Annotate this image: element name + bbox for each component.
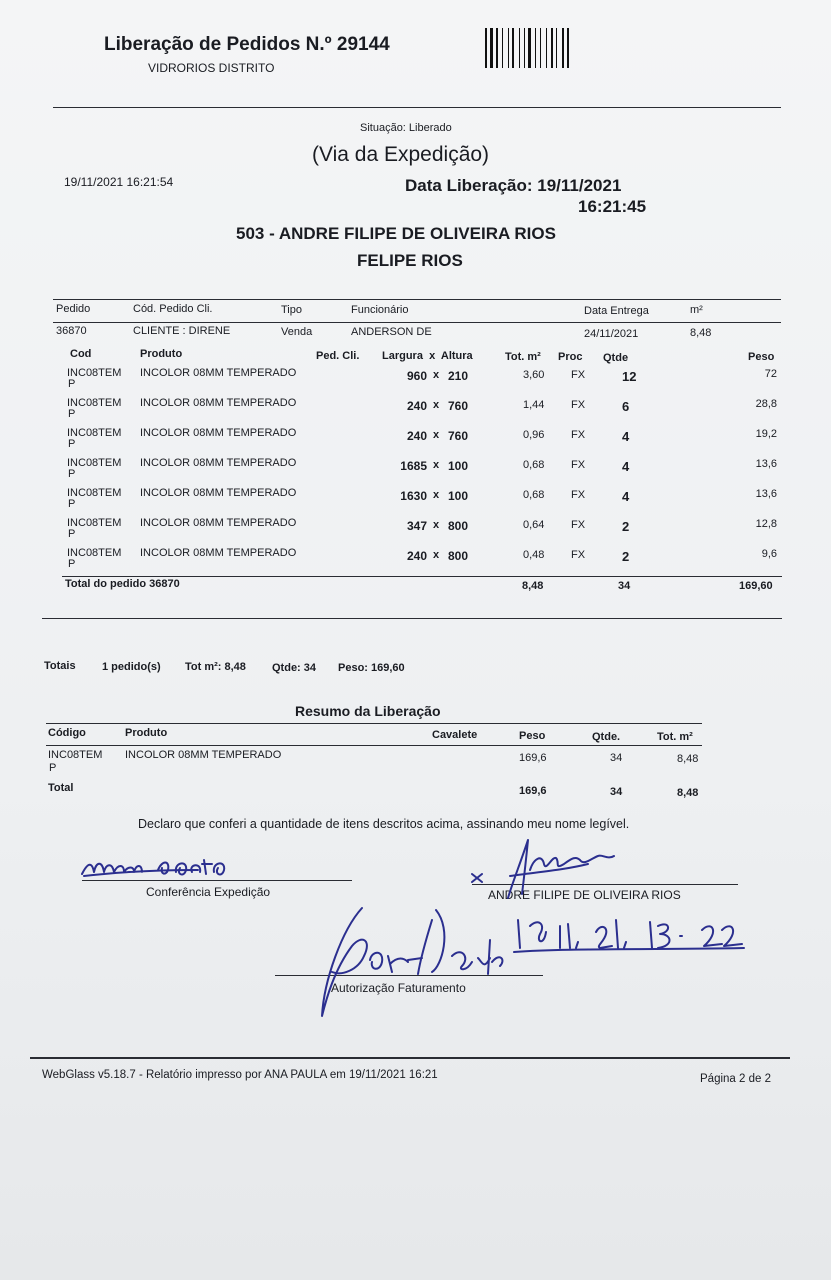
signature-label-left: Conferência Expedição xyxy=(146,885,271,899)
barcode-bar xyxy=(496,28,498,68)
resumo-col-peso: Peso xyxy=(519,730,546,742)
item-largura: 1685 xyxy=(400,459,427,473)
order-total-m2: 8,48 xyxy=(522,580,544,592)
items-col-qtde: Qtde xyxy=(603,352,629,364)
resumo-total-qtde: 34 xyxy=(610,786,623,798)
item-largura: 240 xyxy=(406,429,427,443)
barcode-bar xyxy=(562,28,564,68)
item-largura: 240 xyxy=(406,549,427,563)
footer-page-number: Página 2 de 2 xyxy=(700,1073,771,1085)
resumo-row-peso: 169,6 xyxy=(519,752,547,764)
barcode-bar xyxy=(546,28,547,68)
footer-rule xyxy=(30,1057,790,1059)
handwritten-signature-bottom xyxy=(312,900,512,1020)
resumo-total-label: Total xyxy=(48,782,74,794)
barcode-bar xyxy=(535,28,536,68)
item-proc: FX xyxy=(571,459,586,471)
item-cod-suffix: P xyxy=(68,498,76,510)
resumo-col-tot-m2: Tot. m² xyxy=(657,731,693,743)
resumo-row-tot-m2: 8,48 xyxy=(677,753,699,765)
item-qtde: 6 xyxy=(622,399,630,414)
barcode-bar xyxy=(540,28,541,68)
item-largura: 960 xyxy=(406,369,427,383)
item-peso: 28,8 xyxy=(755,398,777,410)
order-funcionario: ANDERSON DE xyxy=(351,326,432,338)
col-m2: m² xyxy=(690,304,703,316)
order-pedido: 36870 xyxy=(56,325,87,337)
item-altura: 760 xyxy=(448,429,469,443)
item-cod-suffix: P xyxy=(68,468,76,480)
item-produto: INCOLOR 08MM TEMPERADO xyxy=(140,487,297,499)
item-tot-m2: 0,68 xyxy=(523,489,545,501)
liberation-time: 16:21:45 xyxy=(578,197,647,216)
resumo-top-rule xyxy=(46,723,702,724)
item-tot-m2: 0,48 xyxy=(523,549,545,561)
item-cod: INC08TEM xyxy=(67,367,122,379)
item-altura: 760 xyxy=(448,399,469,413)
resumo-col-cavalete: Cavalete xyxy=(432,729,478,741)
item-qtde: 2 xyxy=(622,549,630,564)
item-qtde: 4 xyxy=(622,489,630,504)
liberation-date: Data Liberação: 19/11/2021 xyxy=(405,176,622,195)
item-proc: FX xyxy=(571,489,586,501)
totals-label: Totais xyxy=(44,660,76,672)
item-altura: 800 xyxy=(448,549,469,563)
item-produto: INCOLOR 08MM TEMPERADO xyxy=(140,427,297,439)
resumo-col-qtde: Qtde. xyxy=(592,731,621,743)
barcode-bar xyxy=(508,28,509,68)
items-col-tot-m2: Tot. m² xyxy=(505,351,541,363)
items-col-largura-altura: Largura x Altura xyxy=(382,350,473,362)
item-produto: INCOLOR 08MM TEMPERADO xyxy=(140,517,297,529)
item-cod-suffix: P xyxy=(68,528,76,540)
item-tot-m2: 0,96 xyxy=(523,429,545,441)
item-qtde: 12 xyxy=(622,369,637,384)
item-x: x xyxy=(433,399,440,411)
item-tot-m2: 3,60 xyxy=(523,369,545,381)
order-total-rule xyxy=(62,576,782,577)
items-col-ped-cli: Ped. Cli. xyxy=(316,350,360,362)
document-title: Liberação de Pedidos N.º 29144 xyxy=(104,34,390,55)
resumo-col-produto: Produto xyxy=(125,727,168,739)
item-altura: 100 xyxy=(448,489,469,503)
item-peso: 13,6 xyxy=(755,488,777,500)
resumo-header-rule xyxy=(46,745,702,746)
declaration-text: Declaro que conferi a quantidade de itens descritos acima, assinando meu nome legível. xyxy=(138,817,630,831)
barcode-bar xyxy=(524,28,525,68)
resumo-row-qtde: 34 xyxy=(610,752,623,764)
item-proc: FX xyxy=(571,369,586,381)
item-x: x xyxy=(433,489,440,501)
handwritten-date xyxy=(508,912,748,956)
barcode-bar xyxy=(512,28,514,68)
barcode-bar xyxy=(502,28,503,68)
resumo-total-tot-m2: 8,48 xyxy=(677,787,699,799)
order-bottom-rule xyxy=(42,618,782,619)
resumo-row-produto: INCOLOR 08MM TEMPERADO xyxy=(125,749,282,761)
item-cod-suffix: P xyxy=(68,558,76,570)
item-x: x xyxy=(433,429,440,441)
print-datetime: 19/11/2021 16:21:54 xyxy=(64,175,174,189)
col-data-entrega: Data Entrega xyxy=(584,305,649,317)
item-peso: 13,6 xyxy=(755,458,777,470)
order-total-peso: 169,60 xyxy=(739,580,773,592)
header-divider xyxy=(53,107,781,108)
item-qtde: 4 xyxy=(622,459,630,474)
item-tot-m2: 1,44 xyxy=(523,399,545,411)
status-text: Situação: Liberado xyxy=(360,122,452,134)
item-qtde: 4 xyxy=(622,429,630,444)
order-total-qtde: 34 xyxy=(618,580,631,592)
resumo-title: Resumo da Liberação xyxy=(295,703,441,719)
order-header-rule xyxy=(53,322,781,323)
item-cod-suffix: P xyxy=(68,408,76,420)
col-tipo: Tipo xyxy=(281,304,302,316)
order-top-rule xyxy=(53,299,781,300)
barcode xyxy=(485,28,611,68)
item-cod: INC08TEM xyxy=(67,547,122,559)
barcode-bar xyxy=(528,28,531,68)
barcode-bar xyxy=(485,28,487,68)
item-altura: 210 xyxy=(448,369,469,383)
col-pedido: Pedido xyxy=(56,303,91,315)
item-peso: 19,2 xyxy=(755,428,777,440)
item-cod-suffix: P xyxy=(68,438,76,450)
item-largura: 1630 xyxy=(400,489,427,503)
client-nickname: FELIPE RIOS xyxy=(357,251,463,270)
totals-m2: Tot m²: 8,48 xyxy=(185,661,246,673)
item-tot-m2: 0,64 xyxy=(523,519,545,531)
item-produto: INCOLOR 08MM TEMPERADO xyxy=(140,547,297,559)
handwritten-signature-left xyxy=(78,850,298,886)
totals-qtde: Qtde: 34 xyxy=(272,662,317,674)
totals-peso: Peso: 169,60 xyxy=(338,662,405,674)
item-cod-suffix: P xyxy=(68,378,76,390)
item-proc: FX xyxy=(571,549,586,561)
barcode-bar xyxy=(490,28,493,68)
items-col-cod: Cod xyxy=(70,348,92,360)
handwritten-signature-right xyxy=(468,834,638,906)
col-cod-pedido-cli: Cód. Pedido Cli. xyxy=(133,303,213,315)
footer-printed-by: WebGlass v5.18.7 - Relatório impresso por ANA PAULA em 19/11/2021 16:21 xyxy=(42,1069,438,1081)
barcode-bar xyxy=(519,28,520,68)
item-tot-m2: 0,68 xyxy=(523,459,545,471)
items-col-produto: Produto xyxy=(140,348,183,360)
item-x: x xyxy=(433,369,440,381)
item-produto: INCOLOR 08MM TEMPERADO xyxy=(140,397,297,409)
item-produto: INCOLOR 08MM TEMPERADO xyxy=(140,367,297,379)
totals-pedidos: 1 pedido(s) xyxy=(102,661,161,673)
item-largura: 240 xyxy=(406,399,427,413)
resumo-total-peso: 169,6 xyxy=(519,785,547,797)
item-altura: 800 xyxy=(448,519,469,533)
item-peso: 9,6 xyxy=(761,548,777,560)
via-label: (Via da Expedição) xyxy=(312,143,490,166)
item-largura: 347 xyxy=(406,519,427,533)
item-cod: INC08TEM xyxy=(67,457,122,469)
barcode-bar xyxy=(556,28,557,68)
order-cod-pedido-cli: CLIENTE : DIRENE xyxy=(133,325,231,337)
resumo-row-cod-suffix: P xyxy=(49,762,57,774)
item-x: x xyxy=(433,519,440,531)
order-total-label: Total do pedido 36870 xyxy=(65,578,180,590)
item-proc: FX xyxy=(571,399,586,411)
order-data-entrega: 24/11/2021 xyxy=(584,328,639,340)
order-m2: 8,48 xyxy=(690,327,712,339)
col-funcionario: Funcionário xyxy=(351,304,409,316)
item-qtde: 2 xyxy=(622,519,630,534)
item-altura: 100 xyxy=(448,459,469,473)
item-peso: 72 xyxy=(764,368,777,380)
signature-label-right: ANDRE FILIPE DE OLIVEIRA RIOS xyxy=(488,888,681,902)
resumo-row-cod: INC08TEM xyxy=(48,749,103,761)
item-proc: FX xyxy=(571,519,586,531)
item-cod: INC08TEM xyxy=(67,427,122,439)
item-x: x xyxy=(433,549,440,561)
items-col-peso: Peso xyxy=(748,351,775,363)
company-name: VIDRORIOS DISTRITO xyxy=(148,61,275,75)
item-cod: INC08TEM xyxy=(67,397,122,409)
item-cod: INC08TEM xyxy=(67,487,122,499)
item-peso: 12,8 xyxy=(755,518,777,530)
item-produto: INCOLOR 08MM TEMPERADO xyxy=(140,457,297,469)
item-x: x xyxy=(433,459,440,471)
barcode-bar xyxy=(551,28,553,68)
item-cod: INC08TEM xyxy=(67,517,122,529)
items-col-proc: Proc xyxy=(558,351,583,363)
item-proc: FX xyxy=(571,429,586,441)
signature-label-bottom: Autorização Faturamento xyxy=(331,981,466,995)
barcode-bar xyxy=(567,28,569,68)
resumo-col-codigo: Código xyxy=(48,727,86,739)
order-tipo: Venda xyxy=(281,326,313,338)
client-name: 503 - ANDRE FILIPE DE OLIVEIRA RIOS xyxy=(236,224,556,243)
